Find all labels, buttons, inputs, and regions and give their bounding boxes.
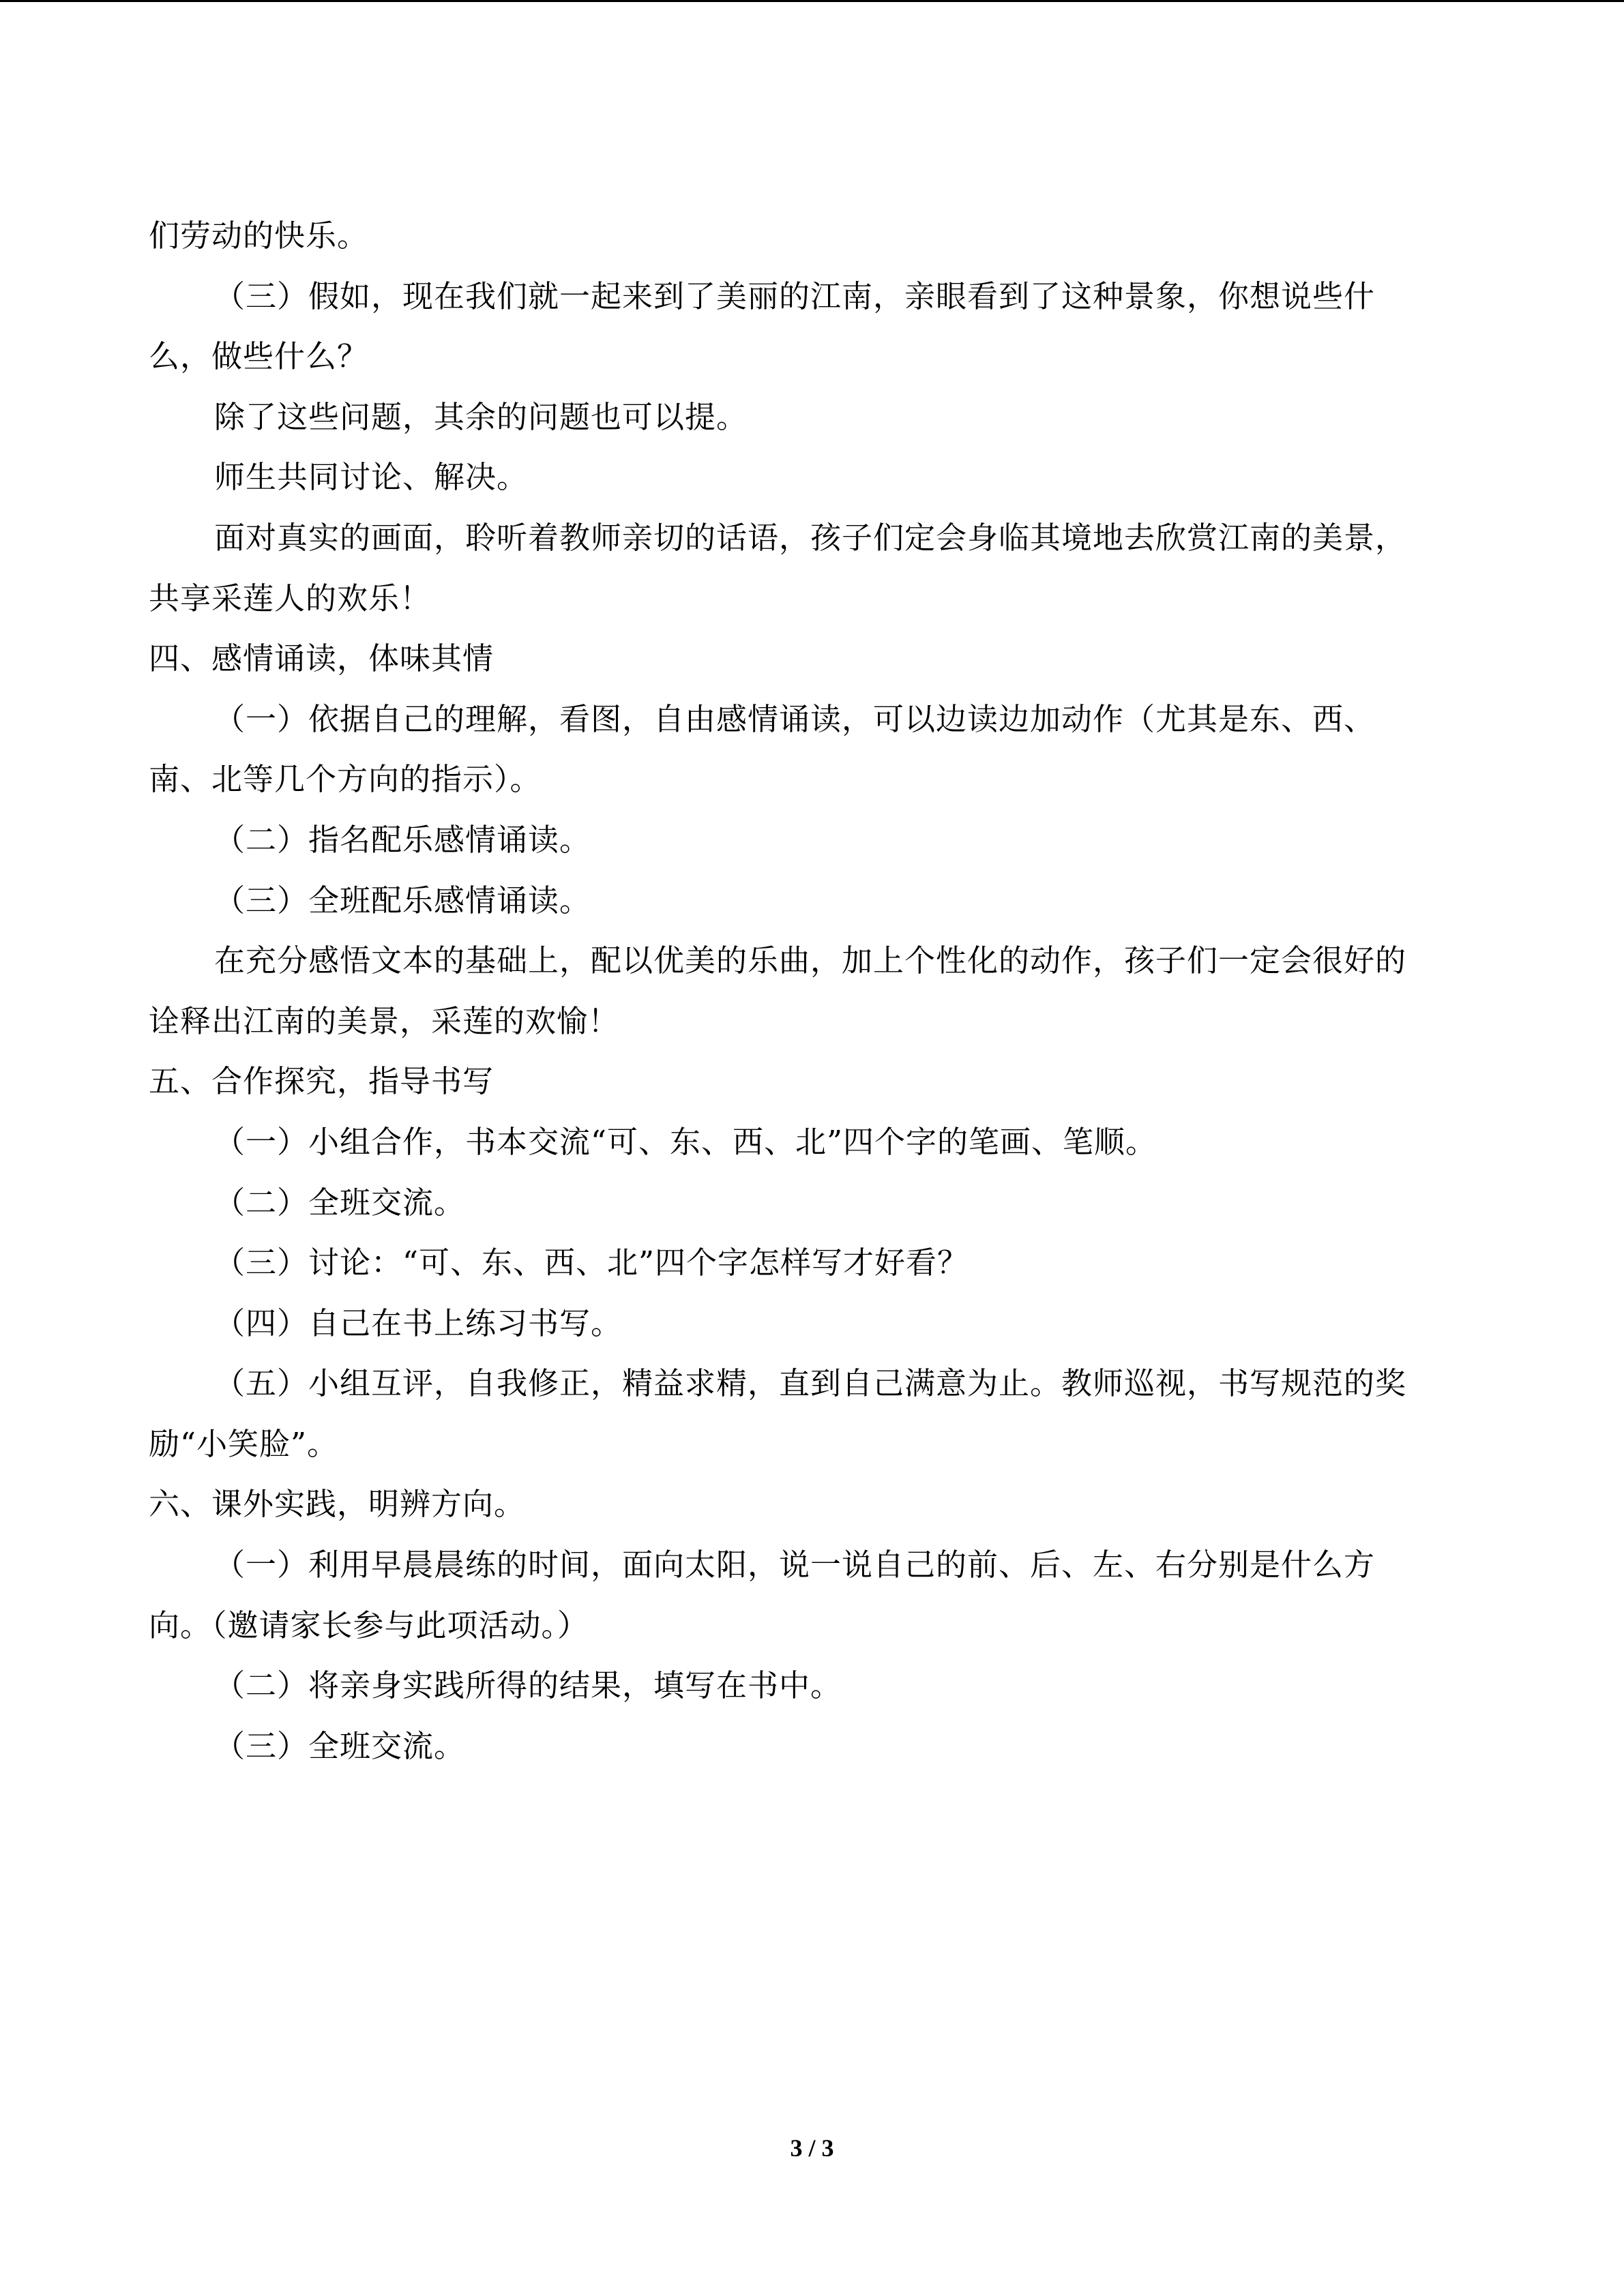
- text-line: （三）讨论：“可、东、西、北”四个字怎样写才好看？: [214, 1244, 969, 1281]
- text-line: （三）全班配乐感情诵读。: [214, 882, 591, 919]
- text-line: 们劳动的快乐。: [149, 218, 369, 254]
- text-line: 在充分感悟文本的基础上，配以优美的乐曲，加上个性化的动作，孩子们一定会很好的: [214, 942, 1407, 979]
- page-number: 3 / 3: [790, 2134, 834, 2162]
- text-line: （二）全班交流。: [214, 1184, 466, 1221]
- text-line: 向。（邀请家长参与此项活动。）: [149, 1607, 589, 1643]
- section-heading: 四、感情诵读，体味其情: [149, 640, 494, 677]
- text-line: 面对真实的画面，聆听着教师亲切的话语，孩子们定会身临其境地去欣赏江南的美景，: [214, 519, 1407, 556]
- text-line: （五）小组互评，自我修正，精益求精，直到自己满意为止。教师巡视，书写规范的奖: [214, 1365, 1407, 1402]
- text-line: 么，做些什么？: [149, 338, 369, 375]
- document-body: [149, 206, 1472, 1776]
- text-line: 师生共同讨论、解决。: [214, 459, 529, 496]
- text-line: 共享采莲人的欢乐！: [149, 580, 432, 616]
- text-line: （三）假如，现在我们就一起来到了美丽的江南，亲眼看到了这种景象，你想说些什: [214, 278, 1376, 314]
- text-line: （一）利用早晨晨练的时间，面向太阳，说一说自己的前、后、左、右分别是什么方: [214, 1547, 1376, 1583]
- text-line: 除了这些问题，其余的问题也可以提。: [214, 398, 748, 435]
- section-heading: 六、课外实践，明辨方向。: [149, 1486, 526, 1523]
- section-heading: 五、合作探究，指导书写: [149, 1063, 494, 1100]
- text-line: （一）依据自己的理解，看图，自由感情诵读，可以边读边加动作（尤其是东、西、: [214, 700, 1376, 737]
- text-line: （四）自己在书上练习书写。: [214, 1304, 623, 1341]
- text-line: 诠释出江南的美景，采莲的欢愉！: [149, 1002, 620, 1039]
- text-line: （二）指名配乐感情诵读。: [214, 821, 591, 858]
- text-line: 南、北等几个方向的指示）。: [149, 761, 542, 798]
- text-line: （三）全班交流。: [214, 1727, 466, 1764]
- text-line: （二）将亲身实践所得的结果，填写在书中。: [214, 1667, 842, 1704]
- page-top-border: [0, 0, 1624, 2]
- text-line: 励“小笑脸”。: [149, 1425, 339, 1462]
- text-line: （一）小组合作，书本交流“可、东、西、北”四个字的笔画、笔顺。: [214, 1123, 1157, 1160]
